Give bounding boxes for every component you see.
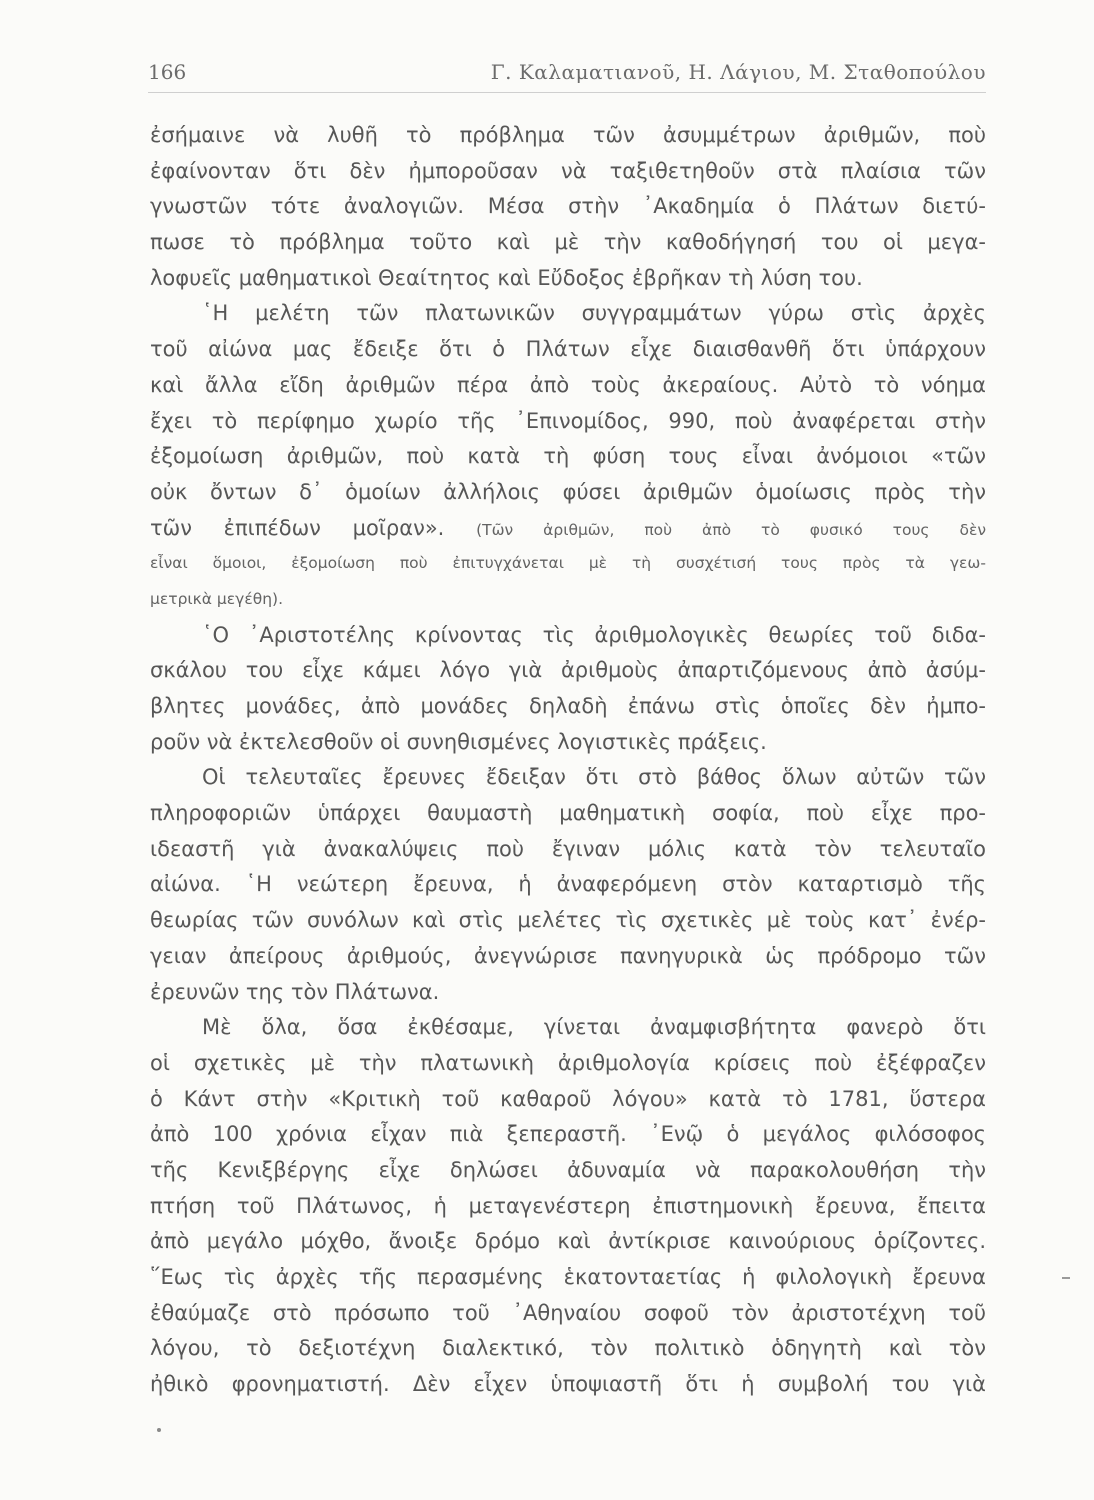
text-line: πωσε τὸ πρόβλημα τοῦτο καὶ μὲ τὴν καθοδήγησή του οἱ μεγα- (150, 230, 986, 255)
text-line: αἰώνα. ῾Η νεώτερη ἔρευνα, ἡ ἀναφερόμενη στὸν καταρτισμὸ τῆς (150, 872, 986, 897)
text-line: ροῦν νὰ ἐκτελεσθοῦν οἱ συνηθισμένες λογιστικὲς πράξεις. (150, 729, 767, 754)
text-line (150, 511, 986, 547)
body-text (150, 118, 986, 1403)
text-line: ὁ Κάντ στὴν «Κριτικὴ τοῦ καθαροῦ λόγου» κατὰ τὸ 1781, ὕστερα (150, 1086, 986, 1111)
text-line: γνωστῶν τότε ἀναλογιῶν. Μέσα στὴν ᾿Ακαδημία ὁ Πλάτων διετύ- (150, 194, 986, 219)
text-line: ἀπὸ 100 χρόνια εἶχαν πιὰ ξεπεραστῆ. ᾿Ενῷ ὁ μεγάλος φιλόσοφος (150, 1122, 986, 1147)
text-line: Μὲ ὅλα, ὅσα ἐκθέσαμε, γίνεται ἀναμφισβήτητα φανερὸ ὅτι (202, 1015, 986, 1040)
text-line: πληροφοριῶν ὑπάρχει θαυμαστὴ μαθηματικὴ σοφία, ποὺ εἶχε προ- (150, 801, 986, 826)
text-line: οἱ σχετικὲς μὲ τὴν πλατωνικὴ ἀριθμολογία κρίσεις ποὺ ἐξέφραζεν (150, 1050, 986, 1075)
page-number: 166 (148, 60, 187, 84)
text-line: γειαν ἀπείρους ἀριθμούς, ἀνεγνώρισε πανηγυρικὰ ὡς πρόδρομο τῶν (150, 943, 986, 968)
translation-note-line: εἶναι ὅμοιοι, ἐξομοίωση ποὺ ἐπιτυγχάνεται μὲ τὴ συσχέτισή τους πρὸς τὰ γεω- (150, 554, 986, 573)
margin-mark (1062, 1277, 1070, 1279)
text-line: πτήση τοῦ Πλάτωνος, ἡ μεταγενέστερη ἐπιστημονικὴ ἔρευνα, ἔπειτα (150, 1193, 986, 1218)
text-line: ῾Ο ᾿Αριστοτέλης κρίνοντας τὶς ἀριθμολογικὲς θεωρίες τοῦ διδα- (202, 622, 986, 647)
text-line: ἐσήμαινε νὰ λυθῆ τὸ πρόβλημα τῶν ἀσυμμέτρων ἀριθμῶν, ποὺ (150, 123, 986, 147)
text-line: θεωρίας τῶν συνόλων καὶ στὶς μελέτες τὶς σχετικὲς μὲ τοὺς κατ᾿ ἐνέρ- (150, 908, 986, 933)
text-line: ἐξομοίωση ἀριθμῶν, ποὺ κατὰ τὴ φύση τους εἶναι ἀνόμοιοι «τῶν (150, 444, 986, 469)
text-line: τοῦ αἰώνα μας ἔδειξε ὅτι ὁ Πλάτων εἶχε διαισθανθῆ ὅτι ὑπάρχουν (150, 337, 986, 362)
text-line: ἐθαύμαζε στὸ πρόσωπο τοῦ ᾿Αθηναίου σοφοῦ τὸν ἀριστοτέχνη τοῦ (150, 1300, 986, 1325)
translation-note: (Τῶν ἀριθμῶν, ποὺ ἀπὸ τὸ φυσικό τους δὲν (476, 520, 986, 539)
text-line: λοφυεῖς μαθηματικοὶ Θεαίτητος καὶ Εὔδοξος ἐβρῆκαν τὴ λύση του. (150, 265, 863, 290)
text-line: σκάλου του εἶχε κάμει λόγο γιὰ ἀριθμοὺς ἀπαρτιζόμενους ἀπὸ ἀσύμ- (150, 658, 986, 683)
text-line: βλητες μονάδες, ἀπὸ μονάδες δηλαδὴ ἐπάνω στὶς ὁποῖες δὲν ἠμπο- (150, 694, 986, 718)
text-line: ῞Εως τὶς ἀρχὲς τῆς περασμένης ἑκατονταετίας ἡ φιλολογικὴ ἔρευνα (150, 1265, 986, 1289)
text-line: λόγου, τὸ δεξιοτέχνη διαλεκτικό, τὸν πολιτικὸ ὁδηγητὴ καὶ τὸν (150, 1336, 986, 1361)
running-head-authors: Γ. Καλαματιανοῦ, Η. Λάγιου, Μ. Σταθοπούλου (490, 60, 986, 84)
text-line: ιδεαστῆ γιὰ ἀνακαλύψεις ποὺ ἔγιναν μόλις κατὰ τὸν τελευταῖο (150, 836, 986, 861)
translation-note-line: μετρικὰ μεγέθη). (150, 589, 284, 608)
text-line: καὶ ἄλλα εἴδη ἀριθμῶν πέρα ἀπὸ τοὺς ἀκεραίους. Αὐτὸ τὸ νόημα (150, 372, 986, 397)
ink-speck (157, 1428, 161, 1432)
text-line: ῾Η μελέτη τῶν πλατωνικῶν συγγραμμάτων γύρω στὶς ἀρχὲς (202, 301, 986, 326)
text-line: ἀπὸ μεγάλο μόχθο, ἄνοιξε δρόμο καὶ ἀντίκρισε καινούριους ὁρίζοντες. (150, 1229, 986, 1254)
text-line: ἐρευνῶν της τὸν Πλάτωνα. (150, 979, 440, 1004)
text-line: Οἱ τελευταῖες ἔρευνες ἔδειξαν ὅτι στὸ βάθος ὅλων αὐτῶν τῶν (202, 765, 986, 790)
text-line: οὐκ ὄντων δ᾿ ὁμοίων ἀλλήλοις φύσει ἀριθμῶν ὁμοίωσις πρὸς τὴν (150, 479, 986, 504)
quote-end: τῶν ἐπιπέδων μοῖραν». (150, 515, 445, 540)
text-line: τῆς Κενιξβέργης εἶχε δηλώσει ἀδυναμία νὰ παρακολουθήση τὴν (150, 1157, 986, 1182)
text-line: ἐφαίνονταν ὅτι δὲν ἠμποροῦσαν νὰ ταξιθετηθοῦν στὰ πλαίσια τῶν (150, 158, 986, 183)
running-header (148, 58, 986, 93)
text-line: ἔχει τὸ περίφημο χωρίο τῆς ᾿Επινομίδος, 990, ποὺ ἀναφέρεται στὴν (150, 408, 986, 433)
text-line: ἠθικὸ φρονηματιστή. Δὲν εἶχεν ὑποψιαστῆ ὅτι ἡ συμβολή του γιὰ (150, 1372, 986, 1397)
